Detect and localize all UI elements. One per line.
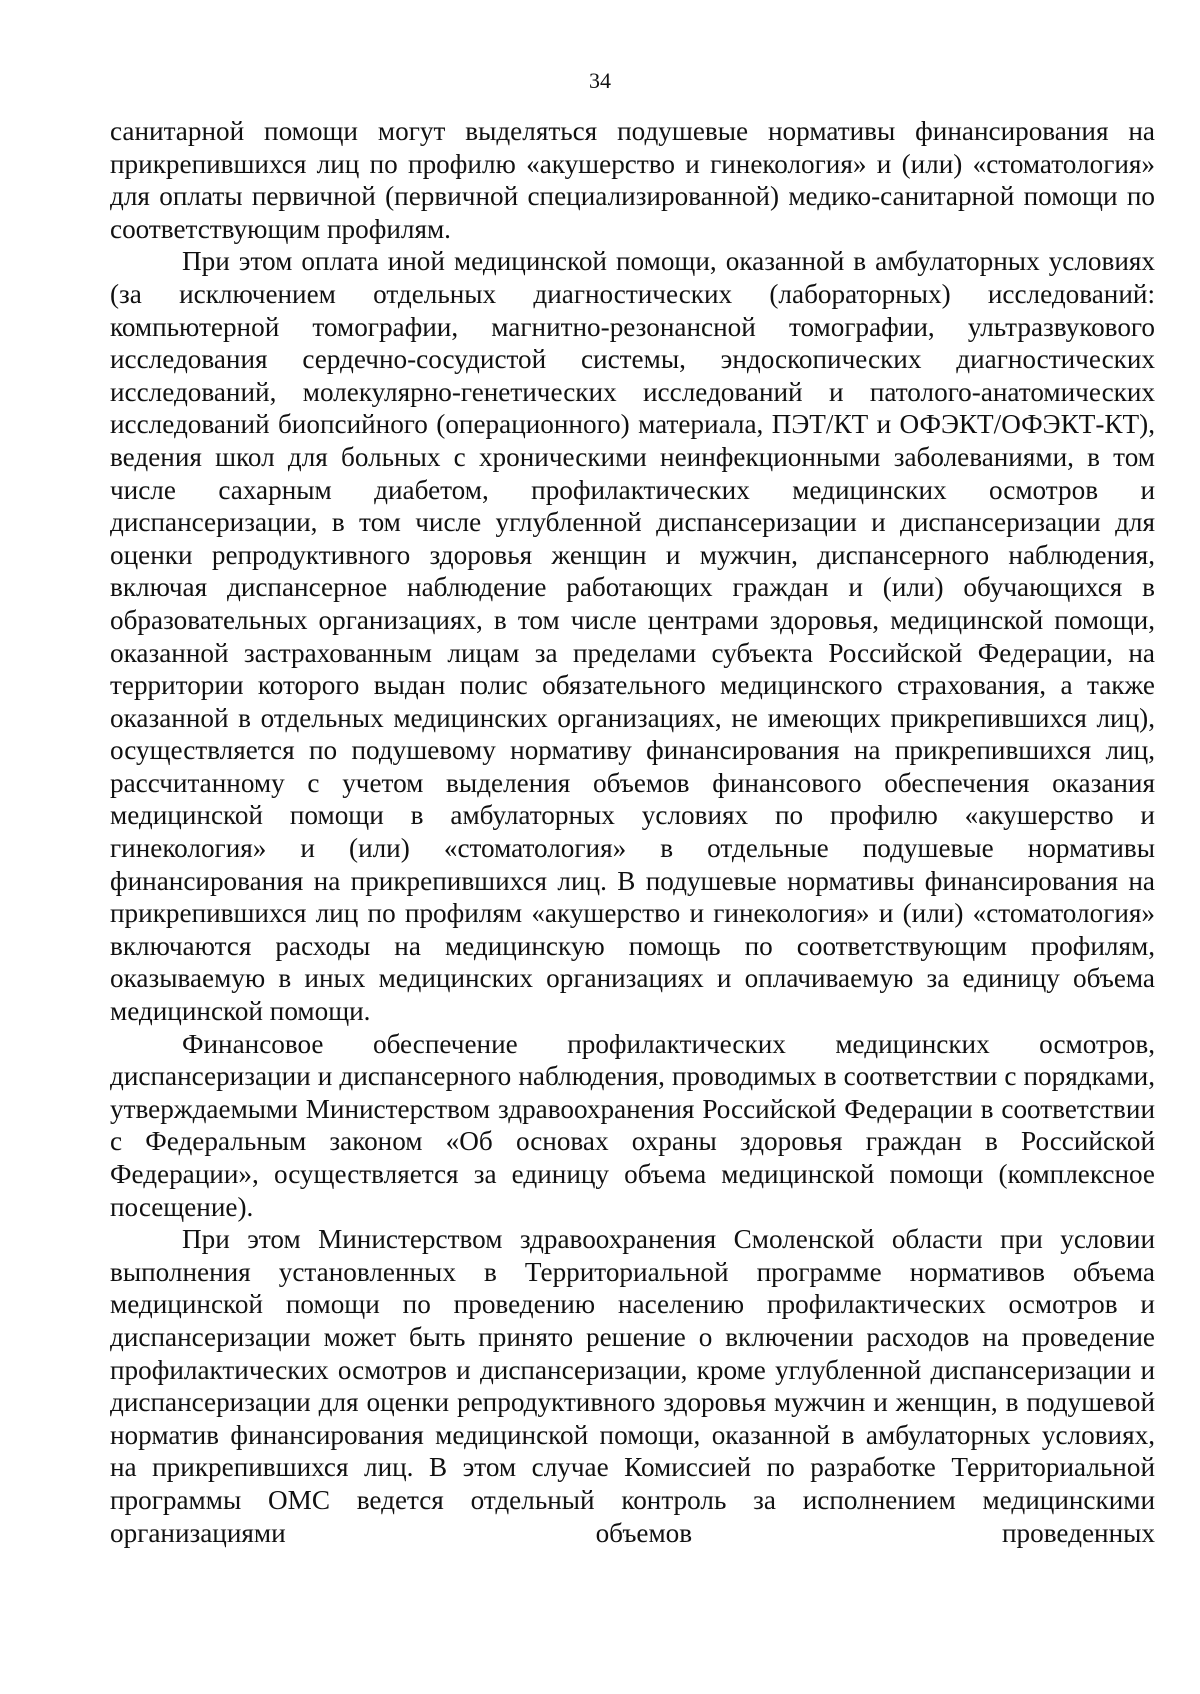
document-body [110, 115, 1155, 1549]
paragraph-ministry-decision: При этом Министерством здравоохранения Смоленской области при условии выполнения установленных в Территориальной программе нормативов объема медицинской помощи по проведению населению профилактических осмотров и диспансеризации может быть принято решение о включении расходов на проведение профилактических осмотров и диспансеризации, кроме углубленной диспансеризации и диспансеризации для оценки репродуктивного здоровья мужчин и женщин, в подушевой норматив финансирования медицинской помощи, оказанной в амбулаторных условиях, на прикрепившихся лиц. В этом случае Комиссией по разработке Территориальной программы ОМС ведется отдельный контроль за исполнением медицинскими организациями объемов проведенных [110, 1224, 1155, 1548]
paragraph-preventive-financing: Финансовое обеспечение профилактических медицинских осмотров, диспансеризации и диспансерного наблюдения, проводимых в соответствии с порядками, утверждаемыми Министерством здравоохранения Российской Федерации в соответствии с Федеральным законом «Об основах охраны здоровья граждан в Российской Федерации», осуществляется за единицу объема медицинской помощи (комплексное посещение). [110, 1028, 1155, 1222]
paragraph-continuation: санитарной помощи могут выделяться подушевые нормативы финансирования на прикрепившихся лиц по профилю «акушерство и гинекология» и (или) «стоматология» для оплаты первичной (первичной специализированной) медико-санитарной помощи по соответствующим профилям. [110, 116, 1155, 244]
paragraph-outpatient-payment: При этом оплата иной медицинской помощи, оказанной в амбулаторных условиях (за исключением отдельных диагностических (лабораторных) исследований: компьютерной томографии, магнитно-резонансной томографии, ультразвукового исследования сердечно-сосудистой системы, эндоскопических диагностических исследований, молекулярно-генетических исследований и патолого-анатомических исследований биопсийного (операционного) материала, ПЭТ/КТ и ОФЭКТ/ОФЭКТ-КТ), ведения школ для больных с хроническими неинфекционными заболеваниями, в том числе сахарным диабетом, профилактических медицинских осмотров и диспансеризации, в том числе углубленной диспансеризации и диспансеризации для оценки репродуктивного здоровья женщин и мужчин, диспансерного наблюдения, включая диспансерное наблюдение работающих граждан и (или) обучающихся в образовательных организациях, в том числе центрами здоровья, медицинской помощи, оказанной застрахованным лицам за пределами субъекта Российской Федерации, на территории которого выдан полис обязательного медицинского страхования, а также оказанной в отдельных медицинских организациях, не имеющих прикрепившихся лиц), осуществляется по подушевому нормативу финансирования на прикрепившихся лиц, рассчитанному с учетом выделения объемов финансового обеспечения оказания медицинской помощи в амбулаторных условиях по профилю «акушерство и гинекология» и (или) «стоматология» в отдельные подушевые нормативы финансирования на прикрепившихся лиц. В подушевые нормативы финансирования на прикрепившихся лиц по профилям «акушерство и гинекология» и (или) «стоматология» включаются расходы на медицинскую помощь по соответствующим профилям, оказываемую в иных медицинских организациях и оплачиваемую за единицу объема медицинской помощи. [110, 246, 1155, 1027]
page-number: 34 [589, 68, 611, 93]
